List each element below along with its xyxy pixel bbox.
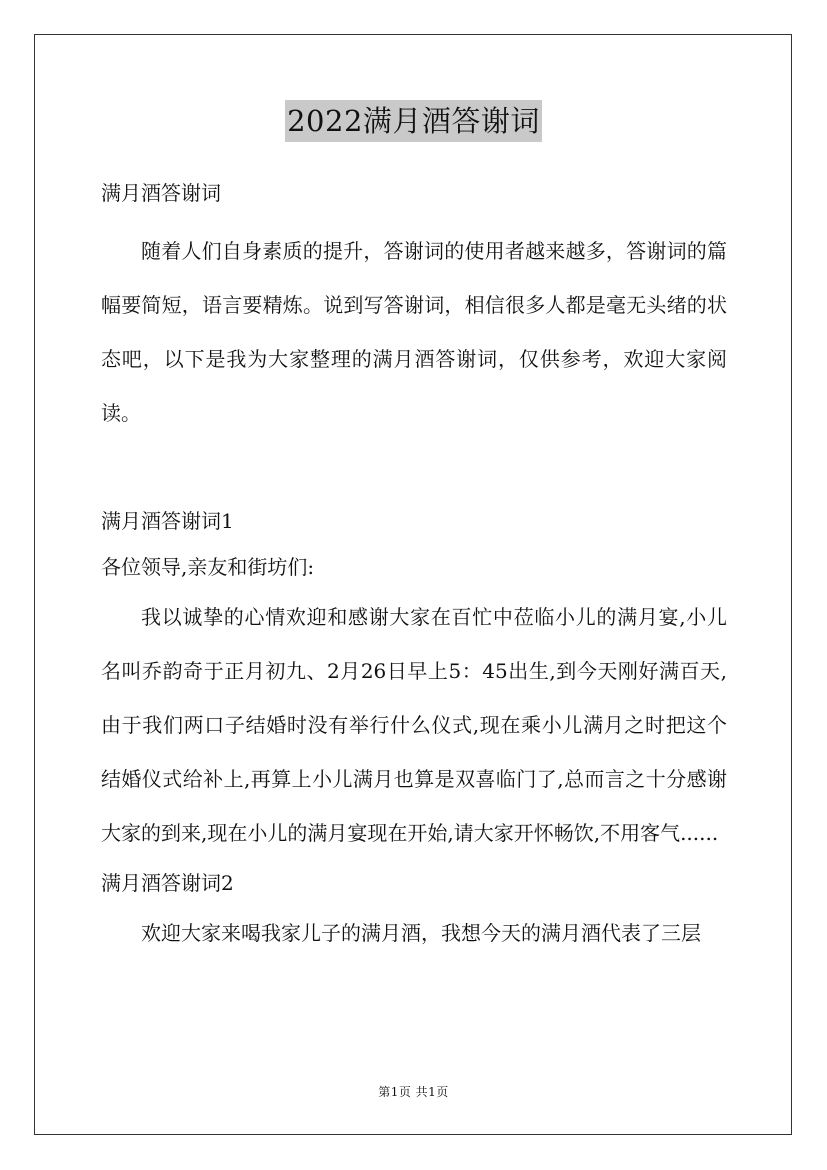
spacer (101, 440, 727, 498)
document-title: 2022满月酒答谢词 (285, 100, 542, 142)
document-body (101, 170, 727, 960)
intro-paragraph: 随着人们自身素质的提升，答谢词的使用者越来越多，答谢词的篇幅要简短，语言要精炼。说到写答谢词，相信很多人都是毫无头绪的状态吧，以下是我为大家整理的满月酒答谢词，仅供参考，欢迎大家阅读。 (101, 239, 727, 425)
title-container (0, 100, 827, 142)
section2-paragraph: 欢迎大家来喝我家儿子的满月酒，我想今天的满月酒代表了三层 (141, 921, 701, 945)
section1-heading: 满月酒答谢词1 (101, 509, 234, 533)
section1-paragraph: 我以诚挚的心情欢迎和感谢大家在百忙中莅临小儿的满月宴,小儿名叫乔韵奇于正月初九、2月26日早上5：45出生,到今天刚好满百天,由于我们两口子结婚时没有举行什么仪式,现在乘小儿满月之时把这个结婚仪式给补上,再算上小儿满月也算是双喜临门了,总而言之十分感谢大家的到来,现在小儿的满月宴现在开始,请大家开怀畅饮,不用客气...... (101, 605, 727, 845)
section1-salutation: 各位领导,亲友和街坊们: (101, 555, 315, 579)
spacer (101, 216, 727, 224)
section2-heading: 满月酒答谢词2 (101, 871, 234, 895)
page-footer: 第1页 共1页 (378, 1085, 449, 1099)
intro-heading: 满月酒答谢词 (101, 181, 221, 205)
